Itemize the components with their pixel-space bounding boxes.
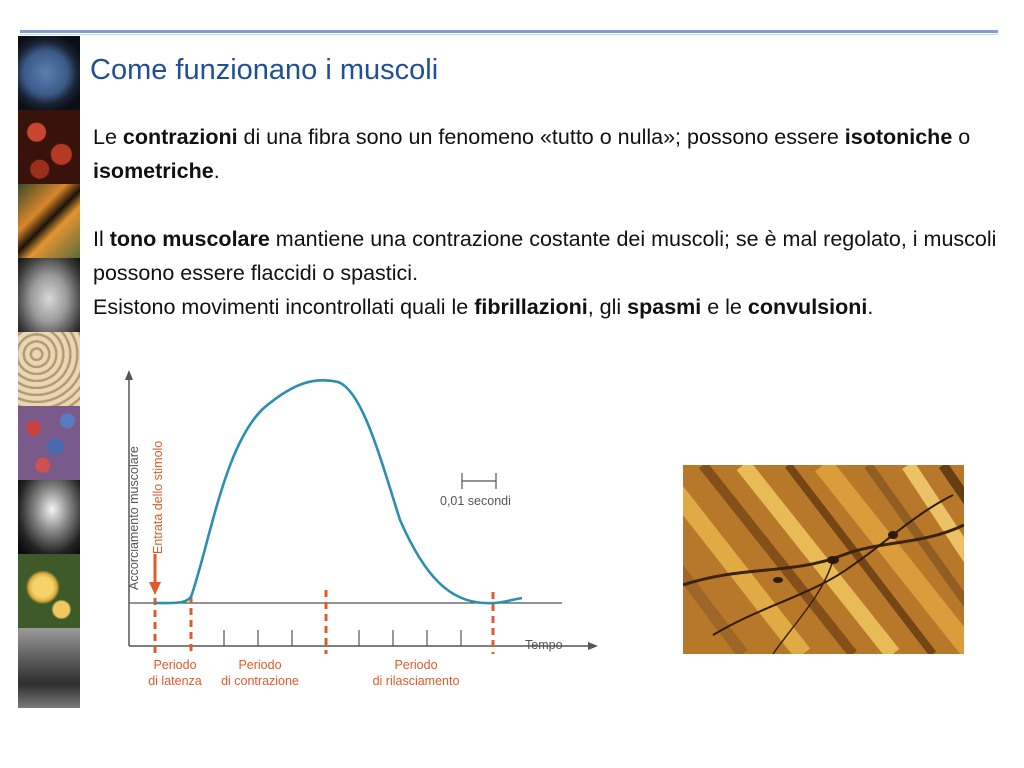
text-run: o xyxy=(952,125,971,149)
title-rule-light xyxy=(20,34,998,35)
molecules-image xyxy=(18,406,80,480)
text-run: di una fibra sono un fenomeno «tutto o nulla»; possono essere xyxy=(237,125,845,149)
lab-image xyxy=(18,480,80,554)
decorative-image-strip xyxy=(18,36,80,708)
title-rule xyxy=(20,30,998,33)
text-run: Le xyxy=(93,125,123,149)
term-isotoniche: isotoniche xyxy=(844,125,953,149)
term-spasmi: spasmi xyxy=(627,295,702,319)
sketch-image xyxy=(18,332,80,406)
text-run: . xyxy=(213,159,220,183)
term-convulsioni: convulsioni xyxy=(747,295,868,319)
text-run: Il xyxy=(93,227,110,251)
paragraph-movements xyxy=(93,290,1003,324)
y-axis-arrow-icon xyxy=(125,370,133,380)
period-contraction-label-line1: Periodo xyxy=(238,658,282,672)
period-relaxation-label-line2: di rilasciamento xyxy=(372,674,460,688)
period-latency-label-line1: Periodo xyxy=(153,658,197,672)
muscle-micrograph-image xyxy=(683,465,964,654)
stimulus-arrow-icon xyxy=(149,582,161,595)
period-latency-label-line2: di latenza xyxy=(148,674,202,688)
period-boundaries xyxy=(155,590,493,654)
term-fibrillazioni: fibrillazioni xyxy=(474,295,588,319)
paragraph-tone xyxy=(93,222,1003,290)
text-run: . xyxy=(867,295,874,319)
time-scale-label: 0,01 secondi xyxy=(440,494,511,508)
paragraph-contractions xyxy=(93,120,1003,188)
blood-cells-image xyxy=(18,110,80,184)
muscle-twitch-diagram xyxy=(100,362,610,697)
text-run: , gli xyxy=(587,295,628,319)
historic-photo-image xyxy=(18,628,80,708)
text-run: mantiene una contrazione costante dei muscoli; se è mal regolato, i muscoli possono essere flaccidi o spastici. xyxy=(93,227,997,285)
term-tono-muscolare: tono muscolare xyxy=(109,227,270,251)
text-run: e le xyxy=(701,295,748,319)
butterfly-image xyxy=(18,184,80,258)
time-ticks xyxy=(224,630,461,646)
term-contrazioni: contrazioni xyxy=(122,125,238,149)
slide-body xyxy=(93,120,1003,324)
time-scale-marker xyxy=(462,473,496,489)
x-axis-label: Tempo xyxy=(525,638,563,652)
period-contraction-label-line2: di contrazione xyxy=(221,674,299,688)
twitch-curve xyxy=(155,380,522,603)
term-isometriche: isometriche xyxy=(93,159,214,183)
period-relaxation-label-line1: Periodo xyxy=(394,658,438,672)
earth-image xyxy=(18,36,80,110)
slide-title: Come funzionano i muscoli xyxy=(90,54,439,86)
portrait-image xyxy=(18,258,80,332)
flowers-image xyxy=(18,554,80,628)
text-run: Esistono movimenti incontrollati quali le xyxy=(93,295,475,319)
period-labels xyxy=(148,658,459,688)
y-axis-label: Accorciamento muscolare xyxy=(127,446,141,590)
x-axis-arrow-icon xyxy=(588,642,598,650)
stimulus-label: Entrata dello stimolo xyxy=(151,440,165,554)
